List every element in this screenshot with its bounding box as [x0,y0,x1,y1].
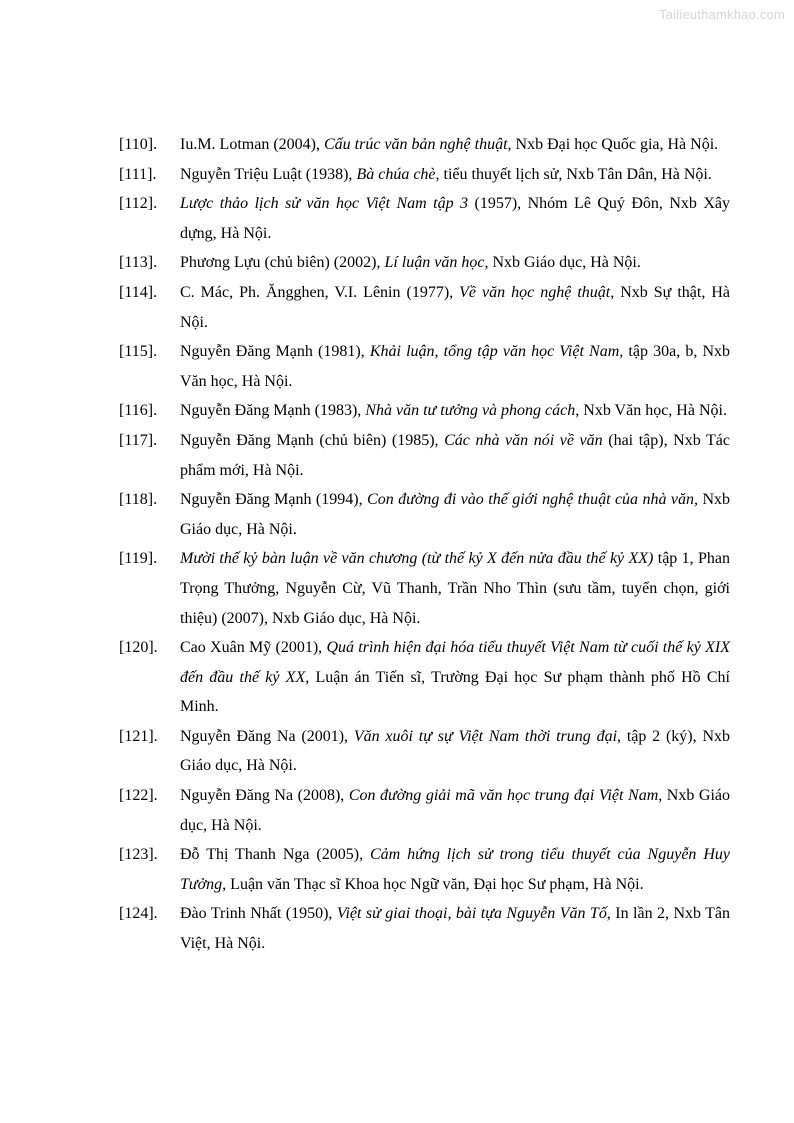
reference-title: Khải luận, tổng tập văn học Việt Nam [369,343,620,361]
reference-text [180,840,730,899]
reference-segment: Nguyễn Đăng Mạnh (chủ biên) (1985), [180,431,445,449]
reference-title: Lược thảo lịch sử văn học Việt Nam tập 3 [180,195,469,213]
reference-number: [110]. [119,136,158,153]
reference-number: [111]. [119,165,157,183]
reference-segment: , Nxb Đại học Quốc gia, Hà Nội. [507,136,719,153]
reference-item [119,396,730,426]
reference-segment: (1957), Nhóm Lê Quý Đôn, Nxb Xây dựng, Hà Nội. [180,195,731,242]
reference-item [119,899,730,958]
reference-number: [116]. [119,402,158,420]
reference-text [180,130,730,160]
reference-segment: , Nxb Sự thật, Hà Nội. [180,283,730,331]
reference-segment: Luận văn Thạc sĩ Khoa học Ngữ văn, Đại học Sư phạm, Hà Nội. [226,875,644,893]
reference-segment: Nguyễn Đăng Na (2008), [180,787,349,805]
reference-segment: , In lần 2, Nxb Tân Việt, Hà Nội. [180,905,731,953]
reference-segment: , tiểu thuyết lịch sử, Nxb Tân Dân, Hà Nội. [435,165,712,183]
reference-item [119,160,730,190]
reference-text [180,189,730,248]
reference-number: [119]. [119,550,158,568]
reference-item [119,633,730,722]
watermark-text: Tailieuthamkhao.com [659,7,785,22]
reference-item [119,278,730,337]
reference-segment: Nguyễn Đăng Mạnh (1983), [180,402,366,420]
reference-item [119,189,730,248]
reference-segment: Iu.M. Lotman (2004), [180,136,324,153]
reference-text [180,396,730,426]
reference-text [180,722,730,781]
reference-number: [118]. [119,491,158,509]
reference-text [180,899,730,958]
reference-number: [124]. [119,905,158,923]
reference-segment: Phương Lựu (chủ biên) (2002), [180,254,385,272]
reference-text [180,337,730,396]
reference-segment: Nxb Giáo dục, Hà Nội. [180,491,731,538]
reference-segment: C. Mác, Ph. Ăngghen, V.I. Lênin (1977), [180,283,460,301]
reference-number: [115]. [119,343,158,361]
reference-text [180,781,730,840]
reference-segment: Nguyễn Đăng Mạnh (1981), [180,343,370,361]
reference-number: [121]. [119,727,158,745]
reference-text [180,248,730,278]
reference-number: [120]. [119,639,158,657]
reference-segment: Nguyễn Đăng Na (2001), [180,727,354,745]
reference-segment: , tập 30a, b, Nxb Văn học, Hà Nội. [180,343,731,390]
reference-item [119,248,730,278]
reference-segment: Cao Xuân Mỹ (2001), [180,639,327,657]
reference-segment: , Luận án Tiến sĩ, Trường Đại học Sư phạm thành phố Hồ Chí Minh. [180,668,730,716]
reference-segment: Nguyễn Triệu Luật (1938), [180,165,357,183]
reference-segment: , Nxb Giáo dục, Hà Nội. [484,254,641,272]
reference-title: Bà chúa chè [356,165,436,183]
reference-text [180,633,730,722]
reference-item [119,426,730,485]
reference-segment: , tập 2 (ký), Nxb Giáo dục, Hà Nội. [180,727,730,775]
reference-text [180,544,730,633]
reference-item [119,485,730,544]
reference-segment: , Nxb Giáo dục, Hà Nội. [180,787,730,834]
reference-item [119,840,730,899]
reference-title: Văn xuôi tự sự Việt Nam thời trung đại [353,727,618,745]
reference-title: Quá trình hiện đại hóa tiểu thuyết Việt Nam từ cuối thế kỷ XIX đến đầu thế kỷ XX [180,639,730,686]
reference-segment: Đỗ Thị Thanh Nga (2005), [180,846,370,864]
reference-title: Về văn học nghệ thuật [459,283,611,301]
reference-segment: , Nxb Văn học, Hà Nội. [575,402,727,420]
reference-number: [123]. [119,846,158,864]
reference-item [119,544,730,633]
reference-segment: (hai tập), Nxb Tác phẩm mới, Hà Nội. [180,431,730,479]
reference-title: Cảm hứng lịch sử trong tiểu thuyết của Nguyễn Huy Tưởng, [180,846,730,893]
reference-text [180,160,730,190]
reference-item [119,781,730,840]
reference-text [180,485,730,544]
reference-number: [112]. [119,195,158,213]
reference-segment: tập 1, Phan Trọng Thưởng, Nguyễn Cừ, Vũ Thanh, Trần Nho Thìn (sưu tầm, tuyển chọn, giới thiệu) (2007), Nxb Giáo dục, Hà Nội. [180,550,730,627]
reference-title: Các nhà văn nói về văn [444,431,603,449]
reference-title: Con đường giải mã văn học trung đại Việt Nam [348,787,659,805]
reference-text [180,278,730,337]
reference-item [119,130,730,160]
reference-title: Lí luận văn học [384,254,485,272]
reference-segment: Nguyễn Đăng Mạnh (1994), [180,491,368,509]
reference-title: Việt sử giai thoại, bài tựa Nguyễn Văn Tố [336,905,607,923]
reference-title: Mười thế kỷ bàn luận về văn chương (từ thế kỷ X đến nửa đầu thế kỷ XX) [180,550,654,568]
reference-list [119,130,730,959]
reference-item [119,722,730,781]
reference-number: [114]. [119,283,158,301]
reference-title: Nhà văn tư tưởng và phong cách [365,402,576,420]
reference-text [180,426,730,485]
reference-segment: Đào Trinh Nhất (1950), [180,905,337,923]
reference-number: [122]. [119,787,158,805]
reference-number: [117]. [119,431,158,449]
reference-title: Con đường đi vào thế giới nghệ thuật của nhà văn, [367,491,699,509]
reference-title: Cấu trúc văn bản nghệ thuật [323,136,508,153]
reference-item [119,337,730,396]
reference-number: [113]. [119,254,158,272]
